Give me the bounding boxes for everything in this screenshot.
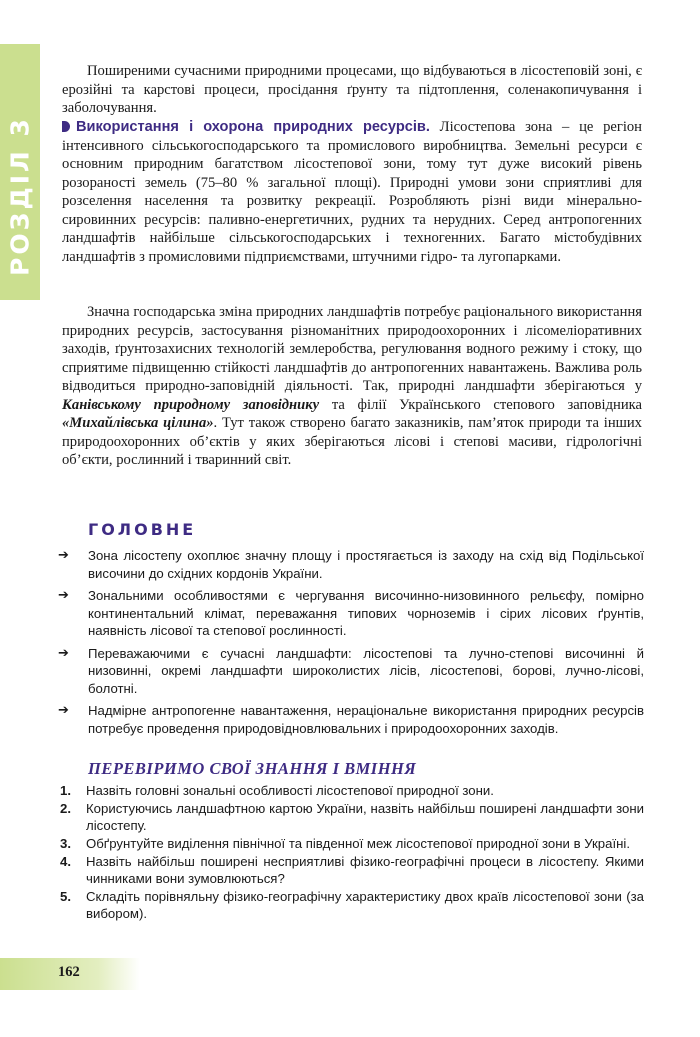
question-number: 4.: [60, 854, 71, 869]
list-item: [58, 702, 644, 737]
question-number: 5.: [60, 889, 71, 904]
paragraph-text: . Тут також створено багато заказників, пам’яток природи та інших природоохоронних об’єктів у яких зберігаються лісові і степові масиви, гідрологічні об’єкти, рослинний і тваринний світ.: [62, 415, 642, 468]
arrow-right-icon: ➔: [58, 588, 69, 603]
question-item: [58, 800, 644, 834]
check-heading: ПЕРЕВІРИМО СВОЇ ЗНАННЯ І ВМІННЯ: [88, 759, 417, 778]
paragraph-body: Лісостепова зона – це регіон інтенсивного сільськогосподарського та промислового виробництва. Земельні ресурси є основним природним багатством лісостепової зони, тому тут дуже високий рівень розораності земель (75–80 % загальної площі). Природні умови зони сприятливі для розселення населення та розвитку рекреації. Розробляють різні види мінерально-сировинних ресурсів: паливно-енергетичних, рудних та нерудних. Серед антропогенних ландшафтів найбільше сільськогосподарських і техногенних. Багато містобудівних ландшафтів з промисловими підприємствами, штучними гідро- та лугопарками.: [62, 119, 642, 265]
questions-list: [58, 782, 644, 923]
list-item: [58, 645, 644, 698]
arrow-right-icon: ➔: [58, 548, 69, 563]
summary-heading: ГОЛОВНЕ: [88, 520, 197, 539]
reserve-name: Канівському природному заповіднику: [62, 396, 320, 413]
paragraph-heading: Використання і охорона природних ресурсів.: [76, 119, 430, 135]
list-item: [58, 587, 644, 640]
list-item-text: Надмірне антропогенне навантаження, нераціональне використання природних ресурсів потребує проведення природовідновлювальних і природоохоронних заходів.: [88, 703, 644, 736]
paragraph-text: та філії Українського степового заповідника: [319, 396, 643, 413]
section-side-tab: [0, 44, 40, 300]
section-marker-icon: [62, 121, 70, 132]
arrow-right-icon: ➔: [58, 703, 69, 718]
question-text: Назвіть головні зональні особливості лісостепової природної зони.: [86, 783, 494, 798]
page-number: 162: [58, 964, 80, 980]
question-number: 1.: [60, 783, 71, 798]
paragraph-processes: Поширеними сучасними природними процесами, що відбуваються в лісостеповій зоні, є ерозійні та карстові процеси, просідання ґрунту та підтоплення, соленакопичування і заболочування.: [62, 63, 642, 116]
list-item-text: Зональними особливостями є чергування височинно-низовинного рельєфу, помірно континентальний клімат, переважання типових чорноземів і сірих лісових ґрунтів, наявність лісової та степової рослинності.: [88, 588, 644, 638]
section-label: РОЗДІЛ 3: [5, 116, 35, 276]
question-text: Назвіть найбільш поширені несприятливі фізико-географічні процеси в лісостепу. Якими чинниками вони зумовлюються?: [86, 854, 644, 886]
list-item-text: Зона лісостепу охоплює значну площу і простягається із заходу на схід від Подільської височини до східних кордонів України.: [88, 548, 644, 581]
paragraph-text: Значна господарська зміна природних ландшафтів потребує раціонального використання природних ресурсів, застосування різноманітних природоохоронних і лісомеліоративних заходів, ґрунтозахисних технологій землеробства, регулювання водного режиму і стоку, що сприятиме підвищенню стійкості ландшафтів до антропогенних навантажень. Важлива роль відводиться природно-заповідній діяльності. Так, природні ландшафти зберігаються у: [62, 304, 642, 394]
list-item-text: Переважаючими є сучасні ландшафти: лісостепові та лучно-степові височинні й низовинні, окремі ландшафти широколистих лісів, лісостепові, борові, лучно-лісові, болотні.: [88, 645, 644, 696]
question-item: [58, 782, 644, 799]
question-item: [58, 835, 644, 852]
question-text: Складіть порівняльну фізико-географічну характеристику двох країв лісостепової зони (за вибором).: [86, 889, 644, 921]
question-number: 3.: [60, 836, 71, 851]
question-item: [58, 888, 644, 922]
paragraph-protection: [62, 303, 642, 470]
question-number: 2.: [60, 801, 71, 816]
question-item: [58, 853, 644, 887]
list-item: [58, 547, 644, 582]
paragraph-resources: [62, 118, 642, 266]
question-text: Користуючись ландшафтною картою України, назвіть найбільш поширені ландшафти зони лісостепу.: [86, 801, 644, 833]
summary-list: [58, 547, 644, 742]
question-text: Обґрунтуйте виділення північної та південної меж лісостепової природної зони в Україні.: [86, 836, 631, 851]
arrow-right-icon: ➔: [58, 645, 69, 661]
reserve-name: «Михайлівська цілина»: [62, 415, 214, 431]
